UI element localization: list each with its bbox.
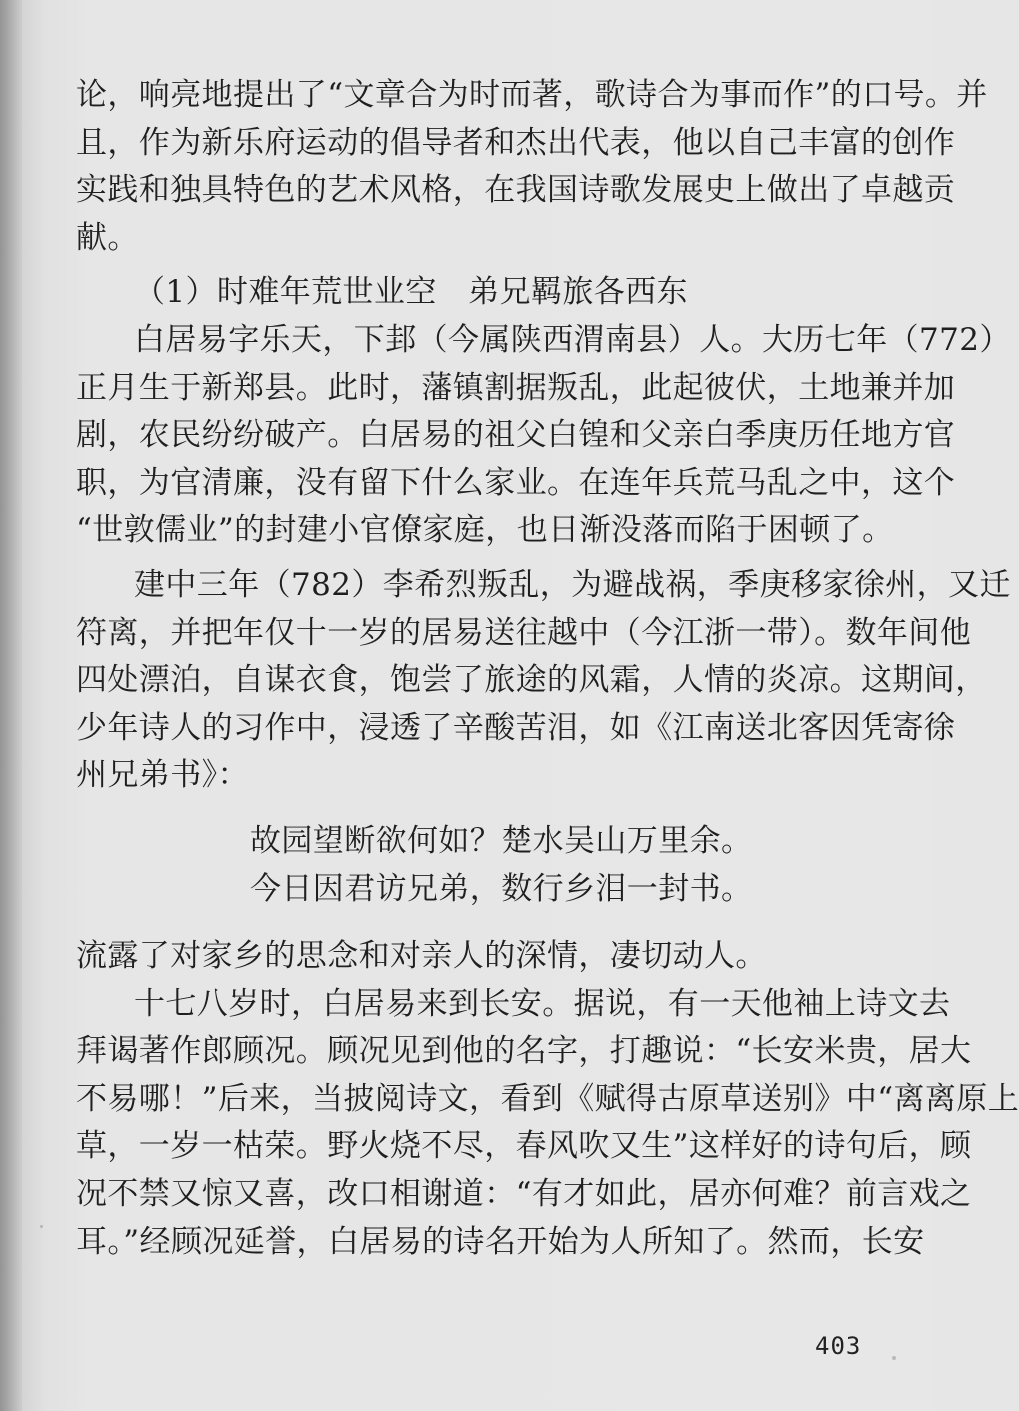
text-line: 少年诗人的习作中，浸透了辛酸苦泪，如《江南送北客因凭寄徐 <box>76 709 956 746</box>
text-line: 流露了对家乡的思念和对亲人的深情，凄切动人。 <box>76 938 767 975</box>
text-line: “世敦儒业”的封建小官僚家庭，也日渐没落而陷于困顿了。 <box>76 512 894 549</box>
text-line: 职，为官清廉，没有留下什么家业。在连年兵荒马乱之中，这个 <box>76 464 956 501</box>
poem-line: 故园望断欲何如？楚水吴山万里余。 <box>250 822 753 859</box>
page-number: 403 <box>815 1332 862 1360</box>
poem-line: 今日因君访兄弟，数行乡泪一封书。 <box>250 870 753 907</box>
text-line: 建中三年（782）李希烈叛乱，为避战祸，季庚移家徐州，又迁 <box>134 566 1011 603</box>
text-line: 拜谒著作郎顾况。顾况见到他的名字，打趣说：“长安米贵，居大 <box>76 1033 972 1070</box>
page-body-text <box>76 72 1019 1266</box>
text-line: 况不禁又惊又喜，改口相谢道：“有才如此，居亦何难？前言戏之 <box>76 1176 972 1213</box>
text-line: 符离，并把年仅十一岁的居易送往越中（今江浙一带）。数年间他 <box>76 614 972 651</box>
text-line: 论，响亮地提出了“文章合为时而著，歌诗合为事而作”的口号。并 <box>76 77 988 113</box>
text-line: 四处漂泊，自谋衣食，饱尝了旅途的风霜，人情的炎凉。这期间， <box>76 662 987 699</box>
scan-speck <box>40 1225 43 1228</box>
text-line: 且，作为新乐府运动的倡导者和杰出代表，他以自己丰富的创作 <box>76 124 956 161</box>
text-line: 州兄弟书》： <box>76 757 249 794</box>
text-line: 十七八岁时，白居易来到长安。据说，有一天他袖上诗文去 <box>134 985 951 1022</box>
section-heading: （1）时难年荒世业空 弟兄羁旅各西东 <box>134 274 688 311</box>
text-line: 耳。”经顾况延誉，白居易的诗名开始为人所知了。然而，长安 <box>76 1223 925 1260</box>
text-line: 剧，农民纷纷破产。白居易的祖父白锽和父亲白季庚历任地方官 <box>76 417 956 454</box>
text-line: 正月生于新郑县。此时，藩镇割据叛乱，此起彼伏，土地兼并加 <box>76 369 956 406</box>
page-binding-shadow <box>0 0 22 1411</box>
text-line: 不易哪！”后来，当披阅诗文，看到《赋得古原草送别》中“离离原上 <box>76 1080 1019 1117</box>
text-line: 草，一岁一枯荣。野火烧不尽，春风吹又生”这样好的诗句后，顾 <box>76 1128 972 1165</box>
scan-speck <box>892 1356 896 1360</box>
text-line: 献。 <box>76 219 139 256</box>
text-line: 实践和独具特色的艺术风格，在我国诗歌发展史上做出了卓越贡 <box>76 172 956 209</box>
text-line: 白居易字乐天，下邽（今属陕西渭南县）人。大历七年（772） <box>134 321 1011 358</box>
